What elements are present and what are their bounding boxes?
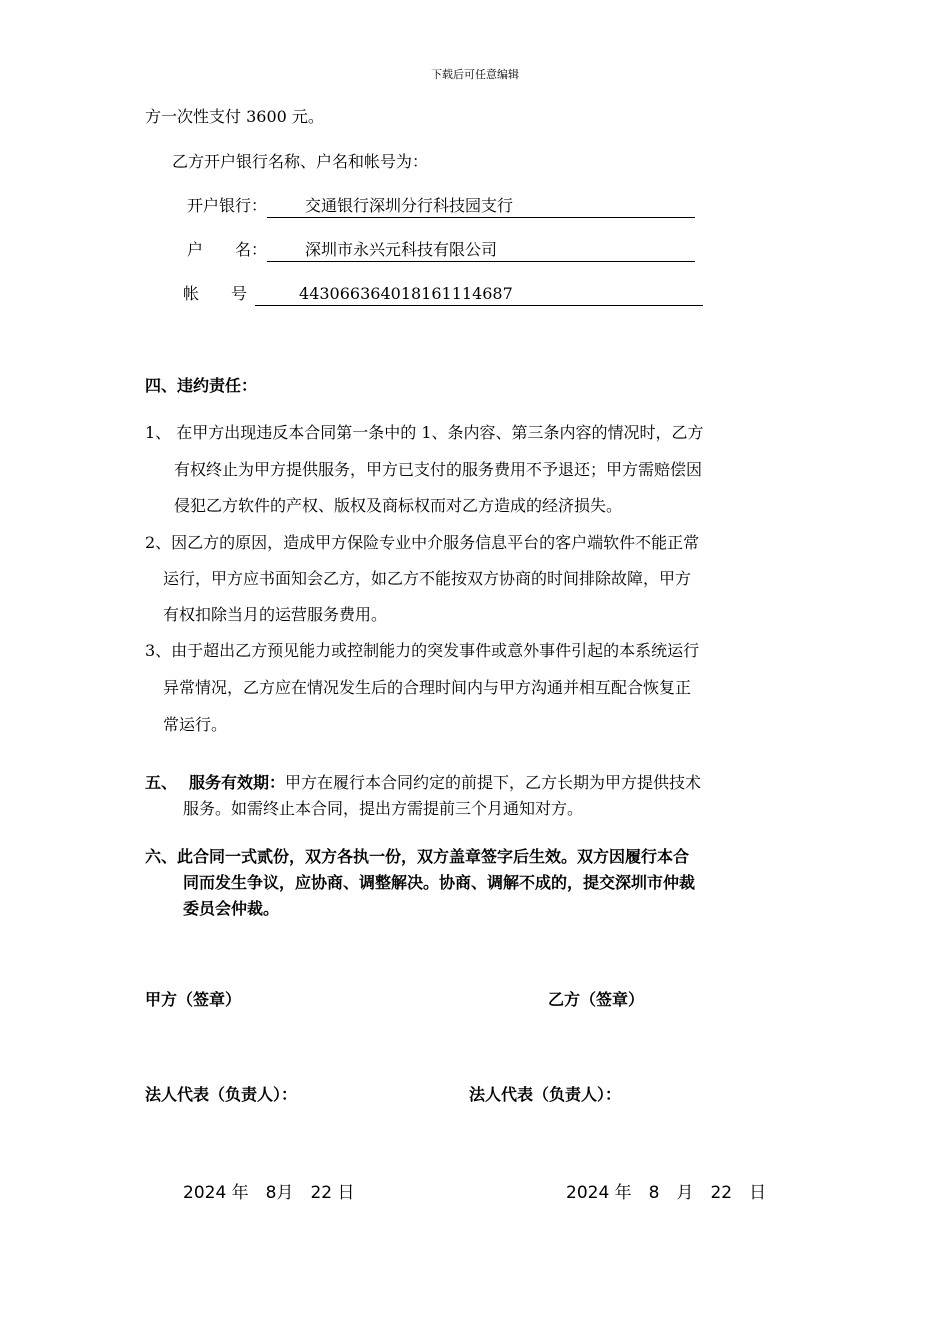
section4-item1-line1: 1、 在甲方出现违反本合同第一条中的 1、条内容、第三条内容的情况时，乙方 bbox=[145, 423, 704, 442]
section4-item2-line1: 2、因乙方的原因，造成甲方保险专业中介服务信息平台的客户端软件不能正常 bbox=[145, 533, 700, 552]
section4-item1-line3: 侵犯乙方软件的产权、版权及商标权而对乙方造成的经济损失。 bbox=[174, 496, 623, 515]
party-a-seal: 甲方（签章） bbox=[145, 990, 242, 1009]
party-a-representative: 法人代表（负责人）： bbox=[145, 1085, 298, 1104]
section4-item1-line2: 有权终止为甲方提供服务，甲方已支付的服务费用不予退还；甲方需赔偿因 bbox=[174, 460, 703, 479]
section5-num: 五、 bbox=[145, 773, 178, 792]
party-b-date: 2024 年 8 月 22 日 bbox=[566, 1183, 767, 1203]
section6-line3: 委员会仲裁。 bbox=[183, 899, 280, 918]
account-number-row bbox=[183, 283, 703, 306]
header-note: 下载后可任意编辑 bbox=[431, 68, 519, 81]
section5-text1: 甲方在履行本合同约定的前提下，乙方长期为甲方提供技术 bbox=[285, 773, 702, 792]
account-name-row bbox=[187, 239, 695, 262]
section5-line1 bbox=[145, 772, 701, 794]
section4-item3-line1: 3、由于超出乙方预见能力或控制能力的突发事件或意外事件引起的本系统运行 bbox=[145, 641, 700, 660]
section4-title: 四、违约责任： bbox=[145, 376, 258, 395]
section4-item3-line3: 常运行。 bbox=[163, 715, 228, 734]
account-number-label: 帐 号 bbox=[183, 284, 248, 303]
section6-line2: 同而发生争议，应协商、调整解决。协商、调解不成的，提交深圳市仲裁 bbox=[183, 873, 696, 892]
account-name-value: 深圳市永兴元科技有限公司 bbox=[267, 239, 695, 262]
bank-label: 开户银行： bbox=[187, 196, 268, 215]
section4-item2-line2: 运行，甲方应书面知会乙方，如乙方不能按双方协商的时间排除故障，甲方 bbox=[163, 569, 692, 588]
bank-intro: 乙方开户银行名称、户名和帐号为： bbox=[172, 152, 429, 171]
party-b-representative: 法人代表（负责人）： bbox=[469, 1085, 622, 1104]
section5-text2: 服务。如需终止本合同，提出方需提前三个月通知对方。 bbox=[183, 799, 584, 818]
party-b-seal: 乙方（签章） bbox=[548, 990, 645, 1009]
section4-item3-line2: 异常情况，乙方应在情况发生后的合理时间内与甲方沟通并相互配合恢复正 bbox=[163, 678, 692, 697]
bank-row bbox=[187, 195, 695, 218]
party-a-date: 2024 年 8月 22 日 bbox=[183, 1183, 355, 1203]
account-number-value: 443066364018161114687 bbox=[255, 283, 703, 306]
bank-value: 交通银行深圳分行科技园支行 bbox=[267, 195, 695, 218]
payment-line: 方一次性支付 3600 元。 bbox=[145, 107, 324, 126]
section4-item2-line3: 有权扣除当月的运营服务费用。 bbox=[163, 605, 388, 624]
section5-title: 服务有效期： bbox=[189, 773, 286, 792]
section6-line1: 六、此合同一式贰份，双方各执一份，双方盖章签字后生效。双方因履行本合 bbox=[145, 847, 690, 866]
account-name-label: 户 名： bbox=[187, 240, 268, 259]
